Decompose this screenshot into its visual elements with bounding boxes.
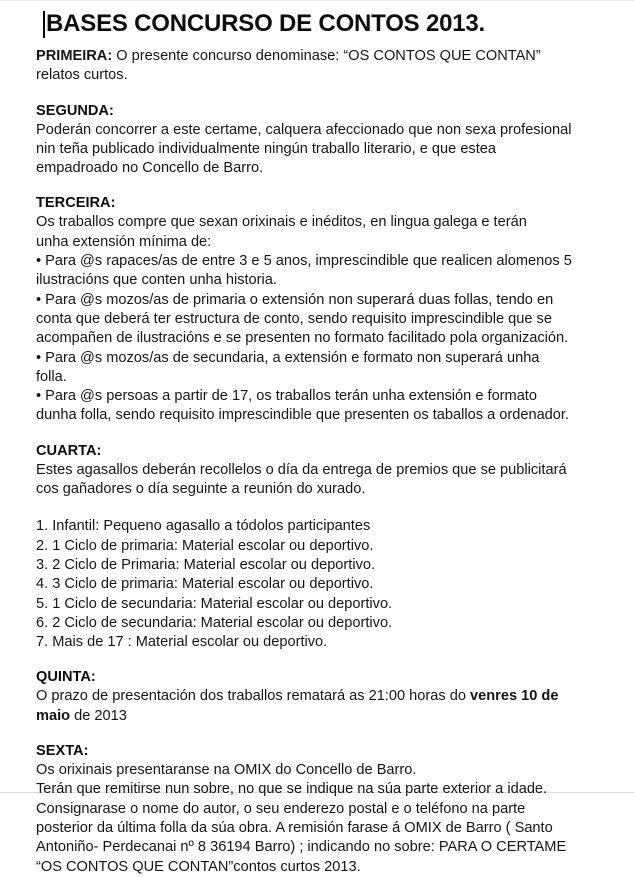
terceira-bullet-1-line-1: • Para @s rapaces/as de entre 3 e 5 anos, imprescindible que realicen alomenos 5	[36, 253, 572, 270]
primeira-heading: PRIMEIRA:	[36, 48, 113, 64]
list-item: 4. 3 Ciclo de primaria: Material escolar ou deportivo.	[36, 576, 374, 593]
terceira-bullet-3-line-1: • Para @s mozos/as de secundaria, a extensión e formato non superará unha	[36, 349, 540, 366]
terceira-line-2: unha extensión mínima de:	[36, 233, 212, 250]
list-item: 7. Mais de 17 : Material escolar ou deportivo.	[36, 634, 328, 651]
cuarta-heading: CUARTA:	[36, 442, 102, 459]
sexta-heading: SEXTA:	[36, 743, 89, 760]
list-item: 6. 2 Ciclo de secundaria: Material escolar ou deportivo.	[36, 614, 393, 631]
primeira-line-1-text: O presente concurso denominase: “OS CONTOS QUE CONTAN”	[112, 48, 541, 64]
terceira-bullet-1-line-2: ilustracións que conten unha historia.	[36, 272, 277, 289]
quinta-heading: QUINTA:	[36, 669, 96, 686]
sexta-paragraph	[36, 761, 600, 877]
segunda-line-1: Poderán concorrer a este certame, calquera afeccionado que non sexa profesional	[36, 121, 572, 138]
cuarta-line-2: cos gañadores o día seguinte a reunión do xurado.	[36, 481, 366, 498]
quinta-paragraph	[36, 687, 600, 726]
segunda-heading: SEGUNDA:	[36, 102, 114, 119]
prize-list	[36, 517, 600, 652]
quinta-deadline-month: maio	[36, 707, 71, 724]
sexta-line-3: Consignarase o nome do autor, o seu enderezo postal e o teléfono na parte	[36, 800, 526, 817]
cuarta-line-1: Estes agasallos deberán recollelos o día da entrega de premios que se publicitará	[36, 461, 567, 478]
quinta-deadline-date: venres 10 de	[470, 688, 559, 705]
list-item: 3. 2 Ciclo de Primaria: Material escolar ou deportivo.	[36, 556, 376, 573]
primeira-paragraph	[36, 47, 600, 86]
terceira-bullet-4-line-2: dunha folla, sendo requisito imprescindible que presenten os taballos a ordenador.	[36, 407, 570, 424]
text-caret-icon	[43, 11, 45, 38]
sexta-line-6: “OS CONTOS QUE CONTAN”contos curtos 2013.	[36, 858, 361, 875]
section-cuarta	[36, 442, 600, 653]
document-title-row	[0, 1, 634, 39]
sexta-line-5: Antoniño- Perdecanai nº 8 36194 Barro) ; indicando no sobre: PARA O CERTAME	[36, 839, 567, 856]
terceira-bullet-2-line-2: conta que deberá ter estructura de conto, sendo requisito imprescindible que se	[36, 310, 552, 327]
primeira-line-2: relatos curtos.	[36, 67, 128, 84]
terceira-line-1: Os traballos compre que sexan orixinais e inéditos, en lingua galega e terán	[36, 214, 527, 231]
document-content	[36, 47, 600, 877]
segunda-paragraph	[36, 121, 600, 179]
terceira-paragraph	[36, 213, 600, 425]
segunda-line-3: empadroado no Concello de Barro.	[36, 160, 264, 177]
quinta-line-1-text: O prazo de presentación dos traballos rematará as 21:00 horas do	[36, 688, 471, 705]
quinta-line-2	[36, 707, 600, 726]
section-segunda	[36, 102, 600, 179]
terceira-bullet-2-line-1: • Para @s mozos/as de primaria o extensión non superará duas follas, tendo en	[36, 291, 554, 308]
terceira-bullet-4-line-1: • Para @s persoas a partir de 17, os traballos terán unha extensión e formato	[36, 388, 537, 405]
page-title: BASES CONCURSO DE CONTOS 2013.	[46, 10, 485, 37]
terceira-bullet-3-line-2: folla.	[36, 368, 67, 385]
section-sexta	[36, 742, 600, 877]
primeira-line-1	[36, 47, 600, 66]
section-primeira	[36, 47, 600, 86]
section-quinta	[36, 668, 600, 726]
quinta-deadline-year: de 2013	[70, 707, 127, 724]
sexta-line-2: Terán que remitirse nun sobre, no que se indique na súa parte exterior a idade.	[36, 781, 548, 798]
list-item: 1. Infantil: Pequeno agasallo a tódolos participantes	[36, 518, 371, 535]
list-item: 2. 1 Ciclo de primaria: Material escolar ou deportivo.	[36, 537, 374, 554]
terceira-bullet-2-line-3: acompañen de ilustracións e se presenten no formato facilitado pola organización.	[36, 330, 569, 347]
cuarta-paragraph	[36, 461, 600, 500]
sexta-line-4: posterior da última folla da súa obra. A remisión farase á OMIX de Barro ( Santo	[36, 819, 553, 836]
list-item: 5. 1 Ciclo de secundaria: Material escolar ou deportivo.	[36, 595, 393, 612]
section-terceira	[36, 194, 600, 425]
segunda-line-2: nin teña publicado individualmente ningún traballo literario, e que estea	[36, 140, 497, 157]
terceira-heading: TERCEIRA:	[36, 195, 116, 212]
sexta-line-1: Os orixinais presentaranse na OMIX do Concello de Barro.	[36, 762, 417, 779]
quinta-line-1	[36, 687, 600, 706]
